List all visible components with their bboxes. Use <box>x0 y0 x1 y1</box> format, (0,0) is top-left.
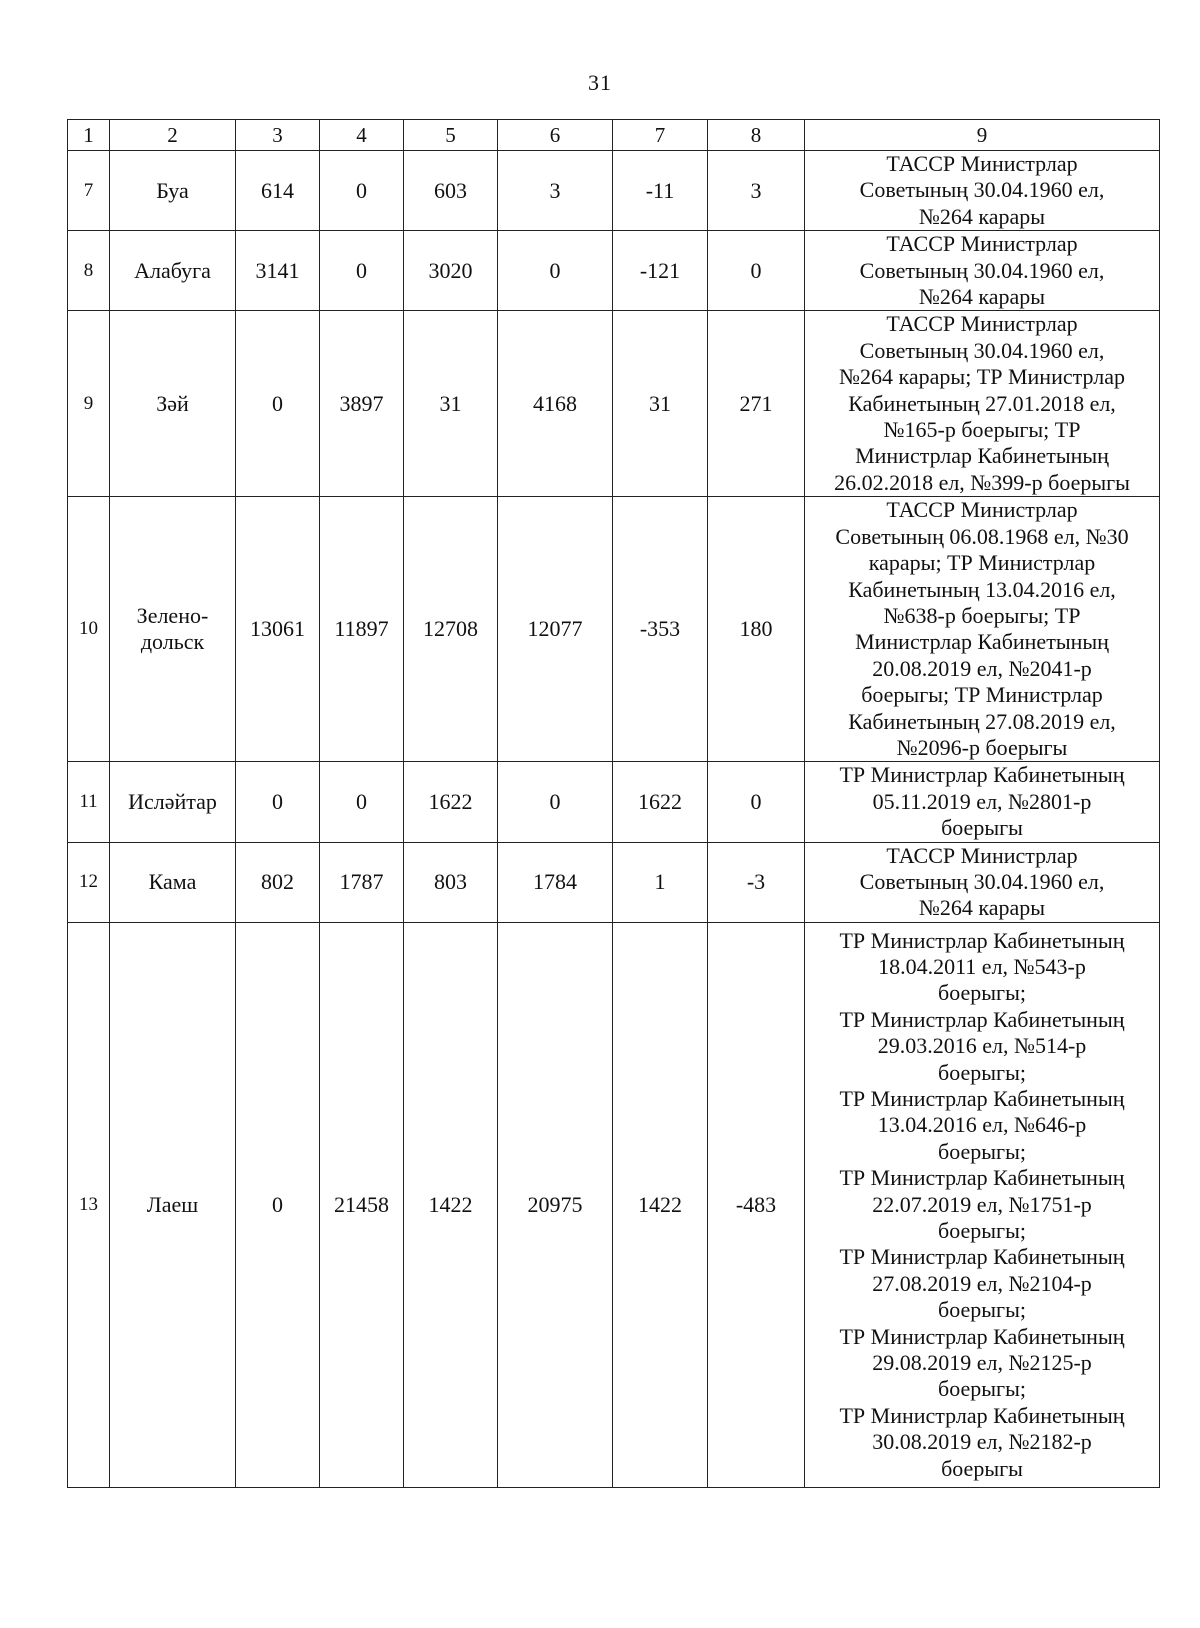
cell-value: 3141 <box>236 231 320 311</box>
column-header: 8 <box>708 120 805 151</box>
row-number: 9 <box>68 311 110 497</box>
page-number: 31 <box>588 70 612 95</box>
cell-value: 13061 <box>236 497 320 762</box>
column-header: 3 <box>236 120 320 151</box>
row-number: 8 <box>68 231 110 311</box>
column-header: 4 <box>320 120 404 151</box>
cell-value: -353 <box>613 497 708 762</box>
cell-value: -483 <box>708 922 805 1487</box>
cell-value: 0 <box>498 231 613 311</box>
cell-value: 1784 <box>498 842 613 922</box>
settlement-name: Алабуга <box>110 231 236 311</box>
table-row <box>68 151 1160 231</box>
cell-value: 1422 <box>613 922 708 1487</box>
row-number: 10 <box>68 497 110 762</box>
cell-value: 12708 <box>404 497 498 762</box>
cell-value: 3897 <box>320 311 404 497</box>
cell-value: 802 <box>236 842 320 922</box>
cell-value: 1422 <box>404 922 498 1487</box>
row-number: 12 <box>68 842 110 922</box>
cell-value: 1787 <box>320 842 404 922</box>
cell-value: 3 <box>708 151 805 231</box>
cell-value: 3020 <box>404 231 498 311</box>
cell-value: 12077 <box>498 497 613 762</box>
column-header: 2 <box>110 120 236 151</box>
cell-value: -11 <box>613 151 708 231</box>
settlement-name: Исләйтар <box>110 762 236 842</box>
settlement-name: Буа <box>110 151 236 231</box>
cell-value: 3 <box>498 151 613 231</box>
cell-value: 0 <box>320 231 404 311</box>
cell-value: -3 <box>708 842 805 922</box>
legal-basis: ТАССР Министрлар Советының 06.08.1968 ел, №30 карары; ТР Министрлар Кабинетының 13.04.2016 ел, №638-р боерыгы; ТР Министрлар Кабинетының 20.08.2019 ел, №2041-р боерыгы; ТР Министрлар Кабинетының 27.08.2019 ел, №2096-р боерыгы <box>805 497 1160 762</box>
cell-value: 614 <box>236 151 320 231</box>
cell-value: -121 <box>613 231 708 311</box>
table-row <box>68 311 1160 497</box>
table-row <box>68 922 1160 1487</box>
legal-basis: ТР Министрлар Кабинетының 05.11.2019 ел, №2801-р боерыгы <box>805 762 1160 842</box>
table-row <box>68 842 1160 922</box>
settlement-name: Лаеш <box>110 922 236 1487</box>
row-number: 13 <box>68 922 110 1487</box>
cell-value: 1 <box>613 842 708 922</box>
cell-value: 603 <box>404 151 498 231</box>
cell-value: 0 <box>320 151 404 231</box>
table-header-row <box>68 120 1160 151</box>
cell-value: 1622 <box>613 762 708 842</box>
legal-basis: ТР Министрлар Кабинетының 18.04.2011 ел, №543-р боерыгы; ТР Министрлар Кабинетының 29.03.2016 ел, №514-р боерыгы; ТР Министрлар Кабинетының 13.04.2016 ел, №646-р боерыгы; ТР Министрлар Кабинетының 22.07.2019 ел, №1751-р боерыгы; ТР Министрлар Кабинетының 27.08.2019 ел, №2104-р боерыгы; ТР Министрлар Кабинетының 29.08.2019 ел, №2125-р боерыгы; ТР Министрлар Кабинетының 30.08.2019 ел, №2182-р боерыгы <box>805 922 1160 1487</box>
settlement-name: Кама <box>110 842 236 922</box>
cell-value: 180 <box>708 497 805 762</box>
table-row <box>68 762 1160 842</box>
cell-value: 0 <box>236 922 320 1487</box>
data-table <box>67 119 1160 1488</box>
cell-value: 20975 <box>498 922 613 1487</box>
cell-value: 4168 <box>498 311 613 497</box>
cell-value: 0 <box>708 231 805 311</box>
cell-value: 1622 <box>404 762 498 842</box>
cell-value: 11897 <box>320 497 404 762</box>
column-header: 7 <box>613 120 708 151</box>
settlement-name: Зелено- дольск <box>110 497 236 762</box>
column-header: 5 <box>404 120 498 151</box>
cell-value: 31 <box>404 311 498 497</box>
legal-basis: ТАССР Министрлар Советының 30.04.1960 ел, №264 карары; ТР Министрлар Кабинетының 27.01.2018 ел, №165-р боерыгы; ТР Министрлар Кабинетының 26.02.2018 ел, №399-р боерыгы <box>805 311 1160 497</box>
cell-value: 0 <box>236 762 320 842</box>
cell-value: 0 <box>708 762 805 842</box>
cell-value: 21458 <box>320 922 404 1487</box>
settlement-name: Зәй <box>110 311 236 497</box>
column-header: 9 <box>805 120 1160 151</box>
cell-value: 31 <box>613 311 708 497</box>
column-header: 1 <box>68 120 110 151</box>
row-number: 11 <box>68 762 110 842</box>
legal-basis: ТАССР Министрлар Советының 30.04.1960 ел, №264 карары <box>805 842 1160 922</box>
row-number: 7 <box>68 151 110 231</box>
cell-value: 0 <box>236 311 320 497</box>
legal-basis: ТАССР Министрлар Советының 30.04.1960 ел, №264 карары <box>805 151 1160 231</box>
column-header: 6 <box>498 120 613 151</box>
legal-basis: ТАССР Министрлар Советының 30.04.1960 ел, №264 карары <box>805 231 1160 311</box>
table-row <box>68 231 1160 311</box>
cell-value: 271 <box>708 311 805 497</box>
cell-value: 0 <box>498 762 613 842</box>
cell-value: 0 <box>320 762 404 842</box>
cell-value: 803 <box>404 842 498 922</box>
table-row <box>68 497 1160 762</box>
